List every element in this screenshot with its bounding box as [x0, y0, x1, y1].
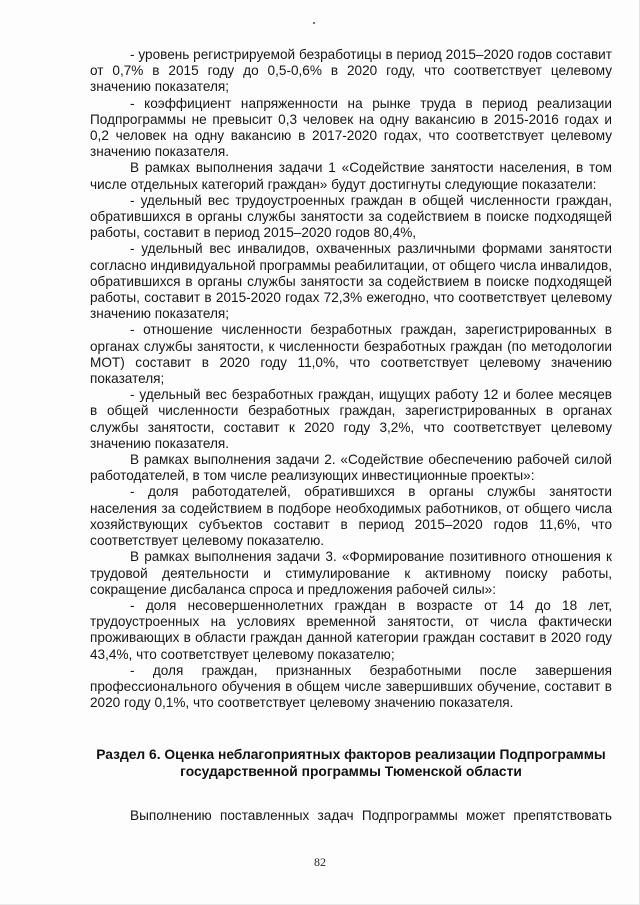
paragraph-disabled-share: - удельный вес инвалидов, охваченных различными формами занятости согласно индивидуальной программы реабилитации, от общего числа инвалидов, обратившихся в органы службы занятости за содействием в поиске подходящей работы, составит в 2015-2020 годах 72,3% ежегодно, что соответствует целевому значению показателя; [90, 241, 612, 322]
paragraph-unemployment-level: - уровень регистрируемой безработицы в период 2015–2020 годов составит от 0,7% в 2015 году до 0,5-0,6% в 2020 году, что соответствует целевому значению показателя; [90, 47, 612, 95]
section-6-heading [88, 746, 614, 780]
section-heading-line-1: Раздел 6. Оценка неблагоприятных факторов реализации Подпрограммы [96, 747, 606, 762]
page-body [90, 47, 612, 711]
paragraph-task-3-intro: В рамках выполнения задачи 3. «Формирование позитивного отношения к трудовой деятельности и стимулирование к активному поиску работы, сокращение дисбаланса спроса и предложения рабочей силы»: [90, 549, 612, 597]
paragraph-long-term-unemployed: - удельный вес безработных граждан, ищущих работу 12 и более месяцев в общей численности безработных граждан, зарегистрированных в органах службы занятости, составит к 2020 году 3,2%, что соответствует целевому значению показателя. [90, 387, 612, 451]
paragraph-task-1-intro: В рамках выполнения задачи 1 «Содействие занятости населения, в том числе отдельных категорий граждан» будут достигнуты следующие показатели: [90, 160, 612, 192]
scan-speck [313, 22, 315, 24]
paragraph-employers-share: - доля работодателей, обратившихся в органы службы занятости населения за содействием в подборе необходимых работников, от общего числа хозяйствующих субъектов составит в период 2015–2020 годов 11,6%, что соответствует целевому показателю. [90, 484, 612, 549]
paragraph-ilo-ratio: - отношение численности безработных граждан, зарегистрированных в органах службы занятости, к численности безработных граждан (по методологии МОТ) составит в 2020 году 11,0%, что соответствует целевому значению показателя; [90, 322, 612, 387]
paragraph-trained-unemployed: - доля граждан, признанных безработными после завершения профессионального обучения в общем числе завершивших обучение, составит в 2020 году 0,1%, что соответствует целевому значению показателя. [90, 662, 612, 711]
page-number: 82 [314, 855, 326, 869]
paragraph-labor-tension: - коэффициент напряженности на рынке труда в период реализации Подпрограммы не превысит 0,3 человек на одну вакансию в 2015-2016 годах и 0,2 человек на одну вакансию в 2017-2020 годах, что соответствует целевому значению показателя. [90, 95, 612, 160]
continuation-paragraph: Выполнению поставленных задач Подпрограммы может препятствовать [130, 808, 612, 823]
section-heading-line-2: государственной программы Тюменской области [180, 764, 522, 779]
paragraph-employed-share: - удельный вес трудоустроенных граждан в общей численности граждан, обратившихся в органы службы занятости за содействием в поиске подходящей работы, составит в период 2015–2020 годов 80,4%, [90, 192, 612, 241]
paragraph-minors-employment: - доля несовершеннолетних граждан в возрасте от 14 до 18 лет, трудоустроенных на условиях временной занятости, от числа фактически проживающих в области граждан данной категории граждан составит в 2020 году 43,4%, что соответствует целевому показателю; [90, 597, 612, 662]
paragraph-task-2-intro: В рамках выполнения задачи 2. «Содействие обеспечению рабочей силой работодателей, в том числе реализующих инвестиционные проекты»: [90, 452, 612, 484]
